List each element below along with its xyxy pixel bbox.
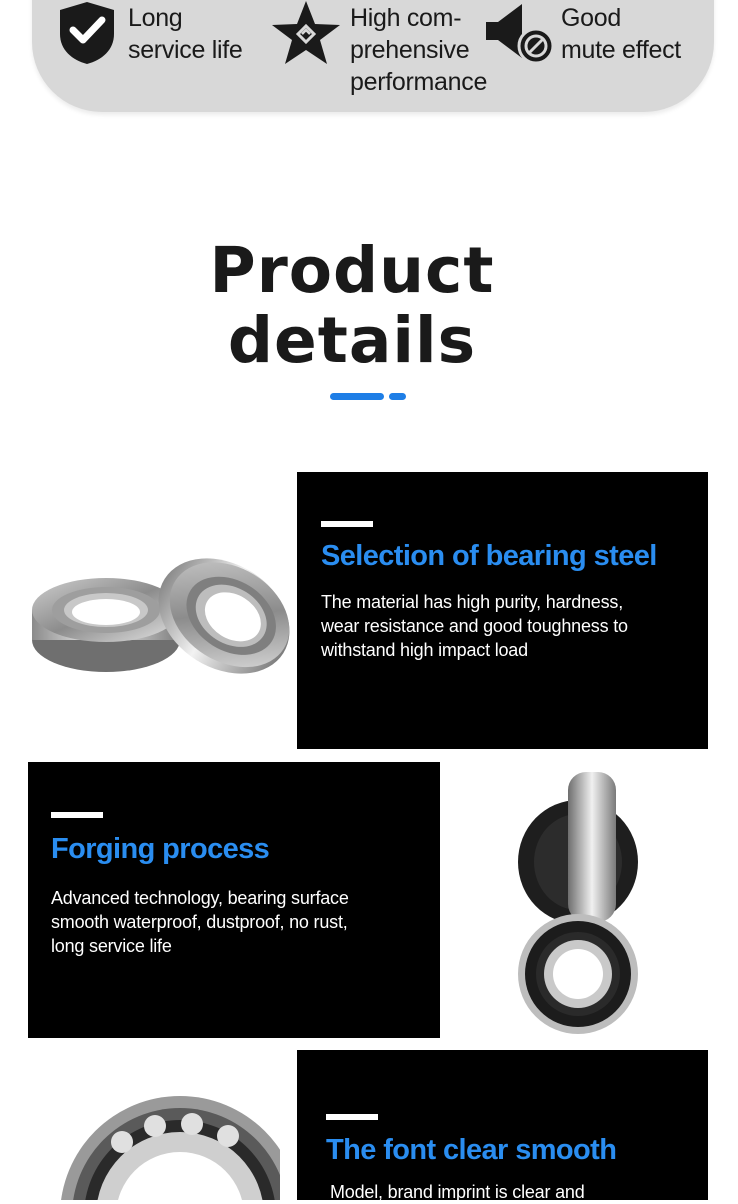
card-heading: Forging process [51,833,270,865]
card-rule [326,1114,378,1120]
card-bearing-steel [297,472,708,749]
card-heading: The font clear smooth [326,1134,617,1166]
page-title-line: details [227,304,477,377]
open-ball-bearing-closeup [30,1086,280,1200]
page-title-line: Product [209,234,495,307]
card-rule [51,812,103,818]
feature-line: prehensive [350,36,470,64]
title-underline-short [389,393,406,400]
feature-line: service life [128,36,243,64]
feature-long-service-life [128,2,268,66]
feature-line: Long [128,4,183,32]
card-body: Advanced technology, bearing surface smooth waterproof, dustproof, no rust, long service life [51,888,349,956]
stacked-sealed-bearings [512,766,642,1040]
pair-of-shielded-bearings [28,540,296,688]
card-heading: Selection of bearing steel [321,540,657,572]
card-body: The material has high purity, hardness, wear resistance and good toughness to withstand high impact load [321,592,628,660]
title-underline-long [330,393,384,400]
shield-check-icon [56,0,118,66]
mute-speaker-icon [482,0,558,68]
feature-good-mute-effect [561,2,711,66]
feature-line: mute effect [561,36,681,64]
star-badge-icon [268,0,344,66]
card-font-clear-smooth [297,1050,708,1200]
feature-line: performance [350,68,488,96]
page-title [0,236,704,376]
feature-line: High com- [350,4,462,32]
card-rule [321,521,373,527]
card-forging-process [28,762,440,1038]
card-body: Model, brand imprint is clear and [330,1182,585,1202]
feature-line: Good [561,4,621,32]
